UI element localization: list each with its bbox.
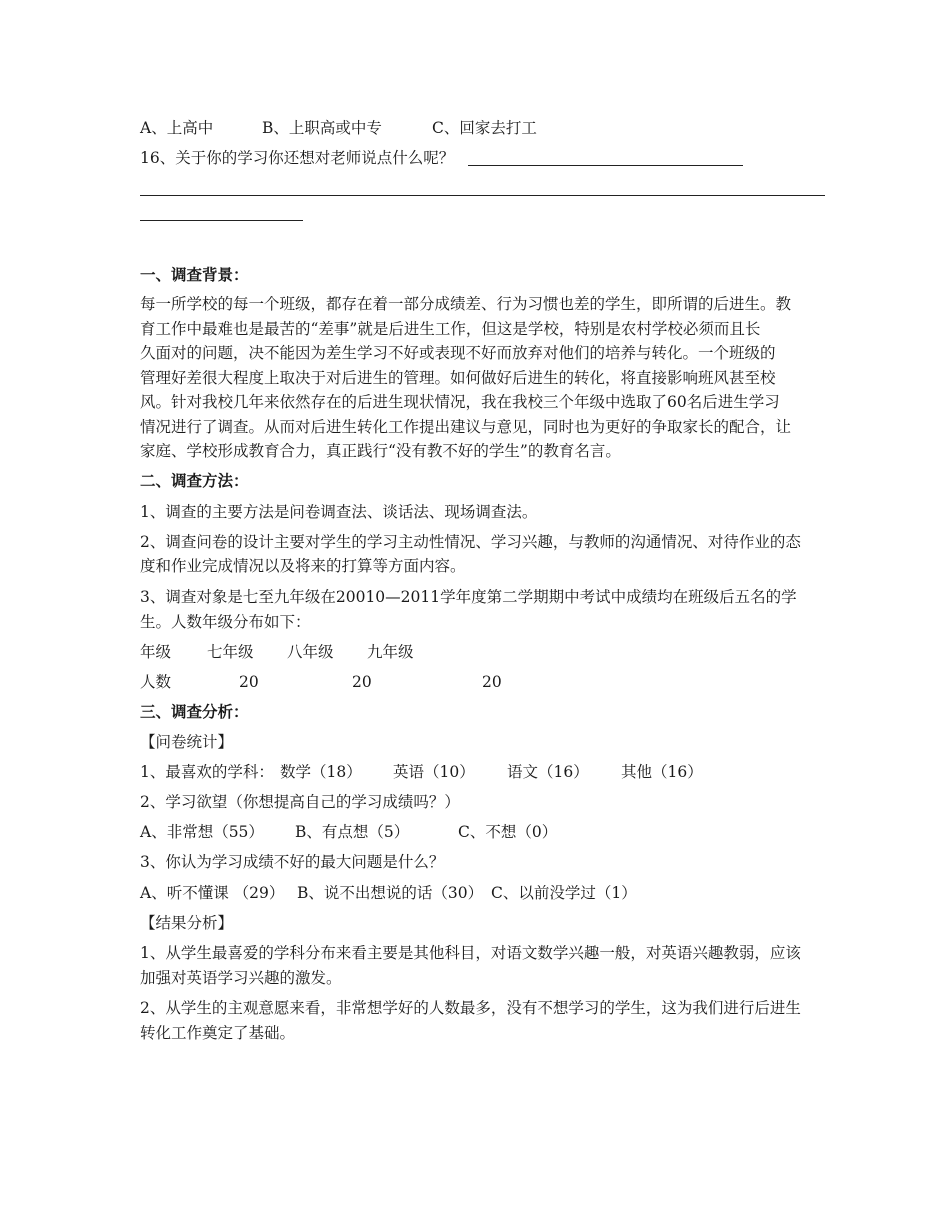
- section1-line: 家庭、学校形成教育合力，真正践行“没有教不好的学生”的教育名言。: [140, 442, 621, 460]
- result2-line: 2、从学生的主观意愿来看，非常想学好的人数最多，没有不想学习的学生，这为我们进行后进生: [140, 999, 801, 1017]
- q15-option-c: C、回家去打工: [432, 119, 537, 137]
- section2-item-3-line: 生。人数年级分布如下：: [140, 613, 311, 631]
- section2-item-3-line: 3、调查对象是七至九年级在20010—2011学年度第二学期期中考试中成绩均在班级后五名的学: [140, 588, 797, 606]
- answer-blank-line-2: [140, 195, 825, 196]
- q3-option: A、听不懂课 （29）: [140, 884, 285, 902]
- result1-line: 1、从学生最喜爱的学科分布来看主要是其他科目，对语文数学兴趣一般，对英语兴趣教弱，应该: [140, 944, 801, 962]
- q1-label: 1、最喜欢的学科：: [140, 763, 274, 781]
- section1-line: 每一所学校的每一个班级，都存在着一部分成绩差、行为习惯也差的学生，即所谓的后进生。教: [140, 295, 792, 313]
- result2-line: 转化工作奠定了基础。: [140, 1024, 296, 1042]
- answer-blank-line-1: [468, 165, 743, 166]
- q1-item: 英语（10）: [393, 763, 475, 781]
- q2-option: C、不想（0）: [458, 823, 558, 841]
- grade-table-cell: 七年级: [207, 643, 254, 661]
- section1-line: 育工作中最难也是最苦的“差事”就是后进生工作，但这是学校，特别是农村学校必须而且长: [140, 320, 761, 338]
- grade-table-cell: 20: [352, 673, 372, 691]
- section3-heading: 三、调查分析：: [140, 702, 249, 721]
- section2-item-2-line: 2、调查问卷的设计主要对学生的学习主动性情况、学习兴趣，与教师的沟通情况、对待作业的态: [140, 533, 801, 551]
- grade-table-cell: 八年级: [287, 643, 334, 661]
- section1-line: 久面对的问题，决不能因为差生学习不好或表现不好而放弃对他们的培养与转化。一个班级的: [140, 344, 776, 362]
- section1-line: 情况进行了调查。从而对后进生转化工作提出建议与意见，同时也为更好的争取家长的配合，让: [140, 418, 792, 436]
- result-title: 【结果分析】: [140, 914, 234, 932]
- stats-title: 【问卷统计】: [140, 733, 234, 751]
- q15-option-b: B、上职高或中专: [262, 119, 382, 137]
- q3-question: 3、你认为学习成绩不好的最大问题是什么？: [140, 853, 445, 871]
- q3-option: C、以前没学过（1）: [491, 884, 637, 902]
- q16-question: 16、关于你的学习你还想对老师说点什么呢？: [140, 149, 455, 167]
- q3-option: B、说不出想说的话（30）: [297, 884, 484, 902]
- grade-table-cell: 九年级: [367, 643, 414, 661]
- grade-table-cell: 20: [239, 673, 259, 691]
- section1-line: 管理好差很大程度上取决于对后进生的管理。如何做好后进生的转化，将直接影响班风甚至校: [140, 369, 776, 387]
- q2-option: A、非常想（55）: [140, 823, 264, 841]
- q1-item: 语文（16）: [507, 763, 589, 781]
- result1-line: 加强对英语学习兴趣的激发。: [140, 969, 342, 987]
- answer-blank-line-3: [140, 220, 303, 221]
- section1-heading: 一、调查背景：: [140, 265, 249, 284]
- q2-question: 2、学习欲望（你想提高自己的学习成绩吗？）: [140, 793, 460, 811]
- section2-item-2-line: 度和作业完成情况以及将来的打算等方面内容。: [140, 557, 466, 575]
- grade-table-cell: 年级: [140, 643, 172, 661]
- section1-line: 风。针对我校几年来依然存在的后进生现状情况，我在我校三个年级中选取了60名后进生学习: [140, 393, 780, 411]
- section2-item-1: 1、调查的主要方法是问卷调查法、谈话法、现场调查法。: [140, 503, 538, 521]
- q2-option: B、有点想（5）: [295, 823, 410, 841]
- q1-item: 其他（16）: [621, 763, 703, 781]
- grade-table-cell: 20: [482, 673, 502, 691]
- section2-heading: 二、调查方法：: [140, 471, 249, 490]
- q1-item: 数学（18）: [280, 763, 362, 781]
- grade-table-cell: 人数: [140, 673, 172, 691]
- q15-option-a: A、上高中: [140, 119, 214, 137]
